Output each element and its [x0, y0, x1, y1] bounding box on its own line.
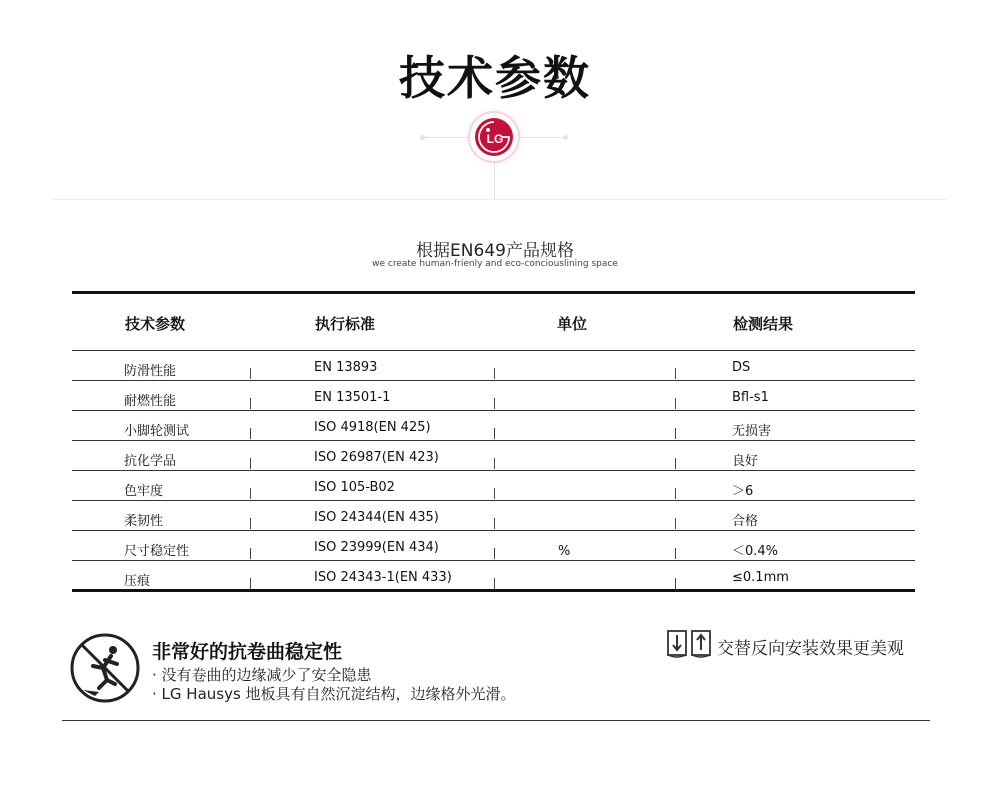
- cell-result: 合格: [732, 514, 759, 529]
- column-separator: [675, 458, 676, 469]
- column-separator: [675, 488, 676, 499]
- cell-result: 良好: [732, 454, 759, 469]
- column-separator: [250, 458, 251, 469]
- cell-result: DS: [732, 360, 751, 375]
- column-separator: [494, 428, 495, 439]
- column-separator: [675, 578, 676, 589]
- table-row: [72, 381, 915, 411]
- feature-title: 非常好的抗卷曲稳定性: [152, 641, 343, 663]
- install-text: 交替反向安装效果更美观: [717, 639, 904, 659]
- cell-param: 尺寸稳定性: [124, 544, 190, 559]
- logo-line-left: [424, 137, 470, 138]
- cell-standard: ISO 26987(EN 423): [314, 450, 439, 465]
- column-separator: [494, 578, 495, 589]
- column-separator: [675, 398, 676, 409]
- logo-dot-left: [420, 135, 425, 140]
- logo-line-down: [494, 162, 495, 200]
- column-separator: [494, 488, 495, 499]
- cell-param: 耐燃性能: [124, 394, 177, 409]
- table-row: [72, 561, 915, 592]
- column-separator: [250, 548, 251, 559]
- logo-line-right: [518, 137, 564, 138]
- column-separator: [494, 398, 495, 409]
- section-caption: we create human-frienly and eco-conciouslining space: [372, 259, 618, 269]
- cell-result: 无损害: [732, 424, 772, 439]
- lg-logo-text: LG: [486, 132, 504, 146]
- column-separator: [675, 428, 676, 439]
- column-separator: [675, 518, 676, 529]
- column-separator: [250, 518, 251, 529]
- column-separator: [250, 398, 251, 409]
- header-result: 检测结果: [733, 315, 794, 333]
- cell-standard: EN 13893: [314, 360, 378, 375]
- table-row: [72, 501, 915, 531]
- feature-bullet-2: · LG Hausys 地板具有自然沉淀结构，边缘格外光滑。: [152, 685, 516, 703]
- table-row: [72, 471, 915, 501]
- column-separator: [494, 518, 495, 529]
- column-separator: [250, 368, 251, 379]
- cell-unit: %: [558, 544, 571, 559]
- feature-bullet-1: · 没有卷曲的边缘减少了安全隐患: [152, 666, 372, 684]
- cell-standard: ISO 4918(EN 425): [314, 420, 431, 435]
- lg-logo-graphic: [474, 117, 514, 157]
- cell-param: 压痕: [124, 574, 151, 589]
- table-header-row: [72, 294, 915, 351]
- column-separator: [250, 578, 251, 589]
- alternate-install-icon: [666, 629, 714, 659]
- column-separator: [675, 368, 676, 379]
- cell-standard: ISO 24344(EN 435): [314, 510, 439, 525]
- column-separator: [494, 548, 495, 559]
- cell-param: 柔韧性: [124, 514, 164, 529]
- cell-result: ＜0.4%: [732, 544, 779, 559]
- cell-standard: ISO 23999(EN 434): [314, 540, 439, 555]
- cell-param: 防滑性能: [124, 364, 177, 379]
- header-standard: 执行标准: [315, 315, 376, 333]
- cell-standard: ISO 24343-1(EN 433): [314, 570, 452, 585]
- header-param: 技术参数: [125, 315, 186, 333]
- table-body: [72, 351, 915, 592]
- cell-param: 抗化学品: [124, 454, 177, 469]
- section-subtitle: 根据EN649产品规格: [416, 241, 574, 261]
- lg-logo-icon: [470, 113, 518, 161]
- cell-param: 色牢度: [124, 484, 164, 499]
- cell-standard: EN 13501-1: [314, 390, 391, 405]
- logo-block: [420, 112, 568, 200]
- table-row: [72, 351, 915, 381]
- cell-param: 小脚轮测试: [124, 424, 190, 439]
- table-row: [72, 411, 915, 441]
- cell-result: Bfl-s1: [732, 390, 769, 405]
- cell-standard: ISO 105-B02: [314, 480, 395, 495]
- table-row: [72, 441, 915, 471]
- column-separator: [250, 428, 251, 439]
- column-separator: [494, 368, 495, 379]
- column-separator: [250, 488, 251, 499]
- top-divider: [52, 199, 947, 200]
- cell-result: ＞6: [732, 484, 754, 499]
- header-unit: 单位: [557, 315, 588, 333]
- page-title: 技术参数: [399, 51, 591, 105]
- cell-result: ≤0.1mm: [732, 570, 789, 585]
- logo-dot-right: [563, 135, 568, 140]
- column-separator: [494, 458, 495, 469]
- table-row: [72, 531, 915, 561]
- spec-table: [72, 291, 915, 592]
- column-separator: [675, 548, 676, 559]
- bottom-divider: [62, 720, 930, 721]
- no-tripping-icon: [69, 632, 141, 704]
